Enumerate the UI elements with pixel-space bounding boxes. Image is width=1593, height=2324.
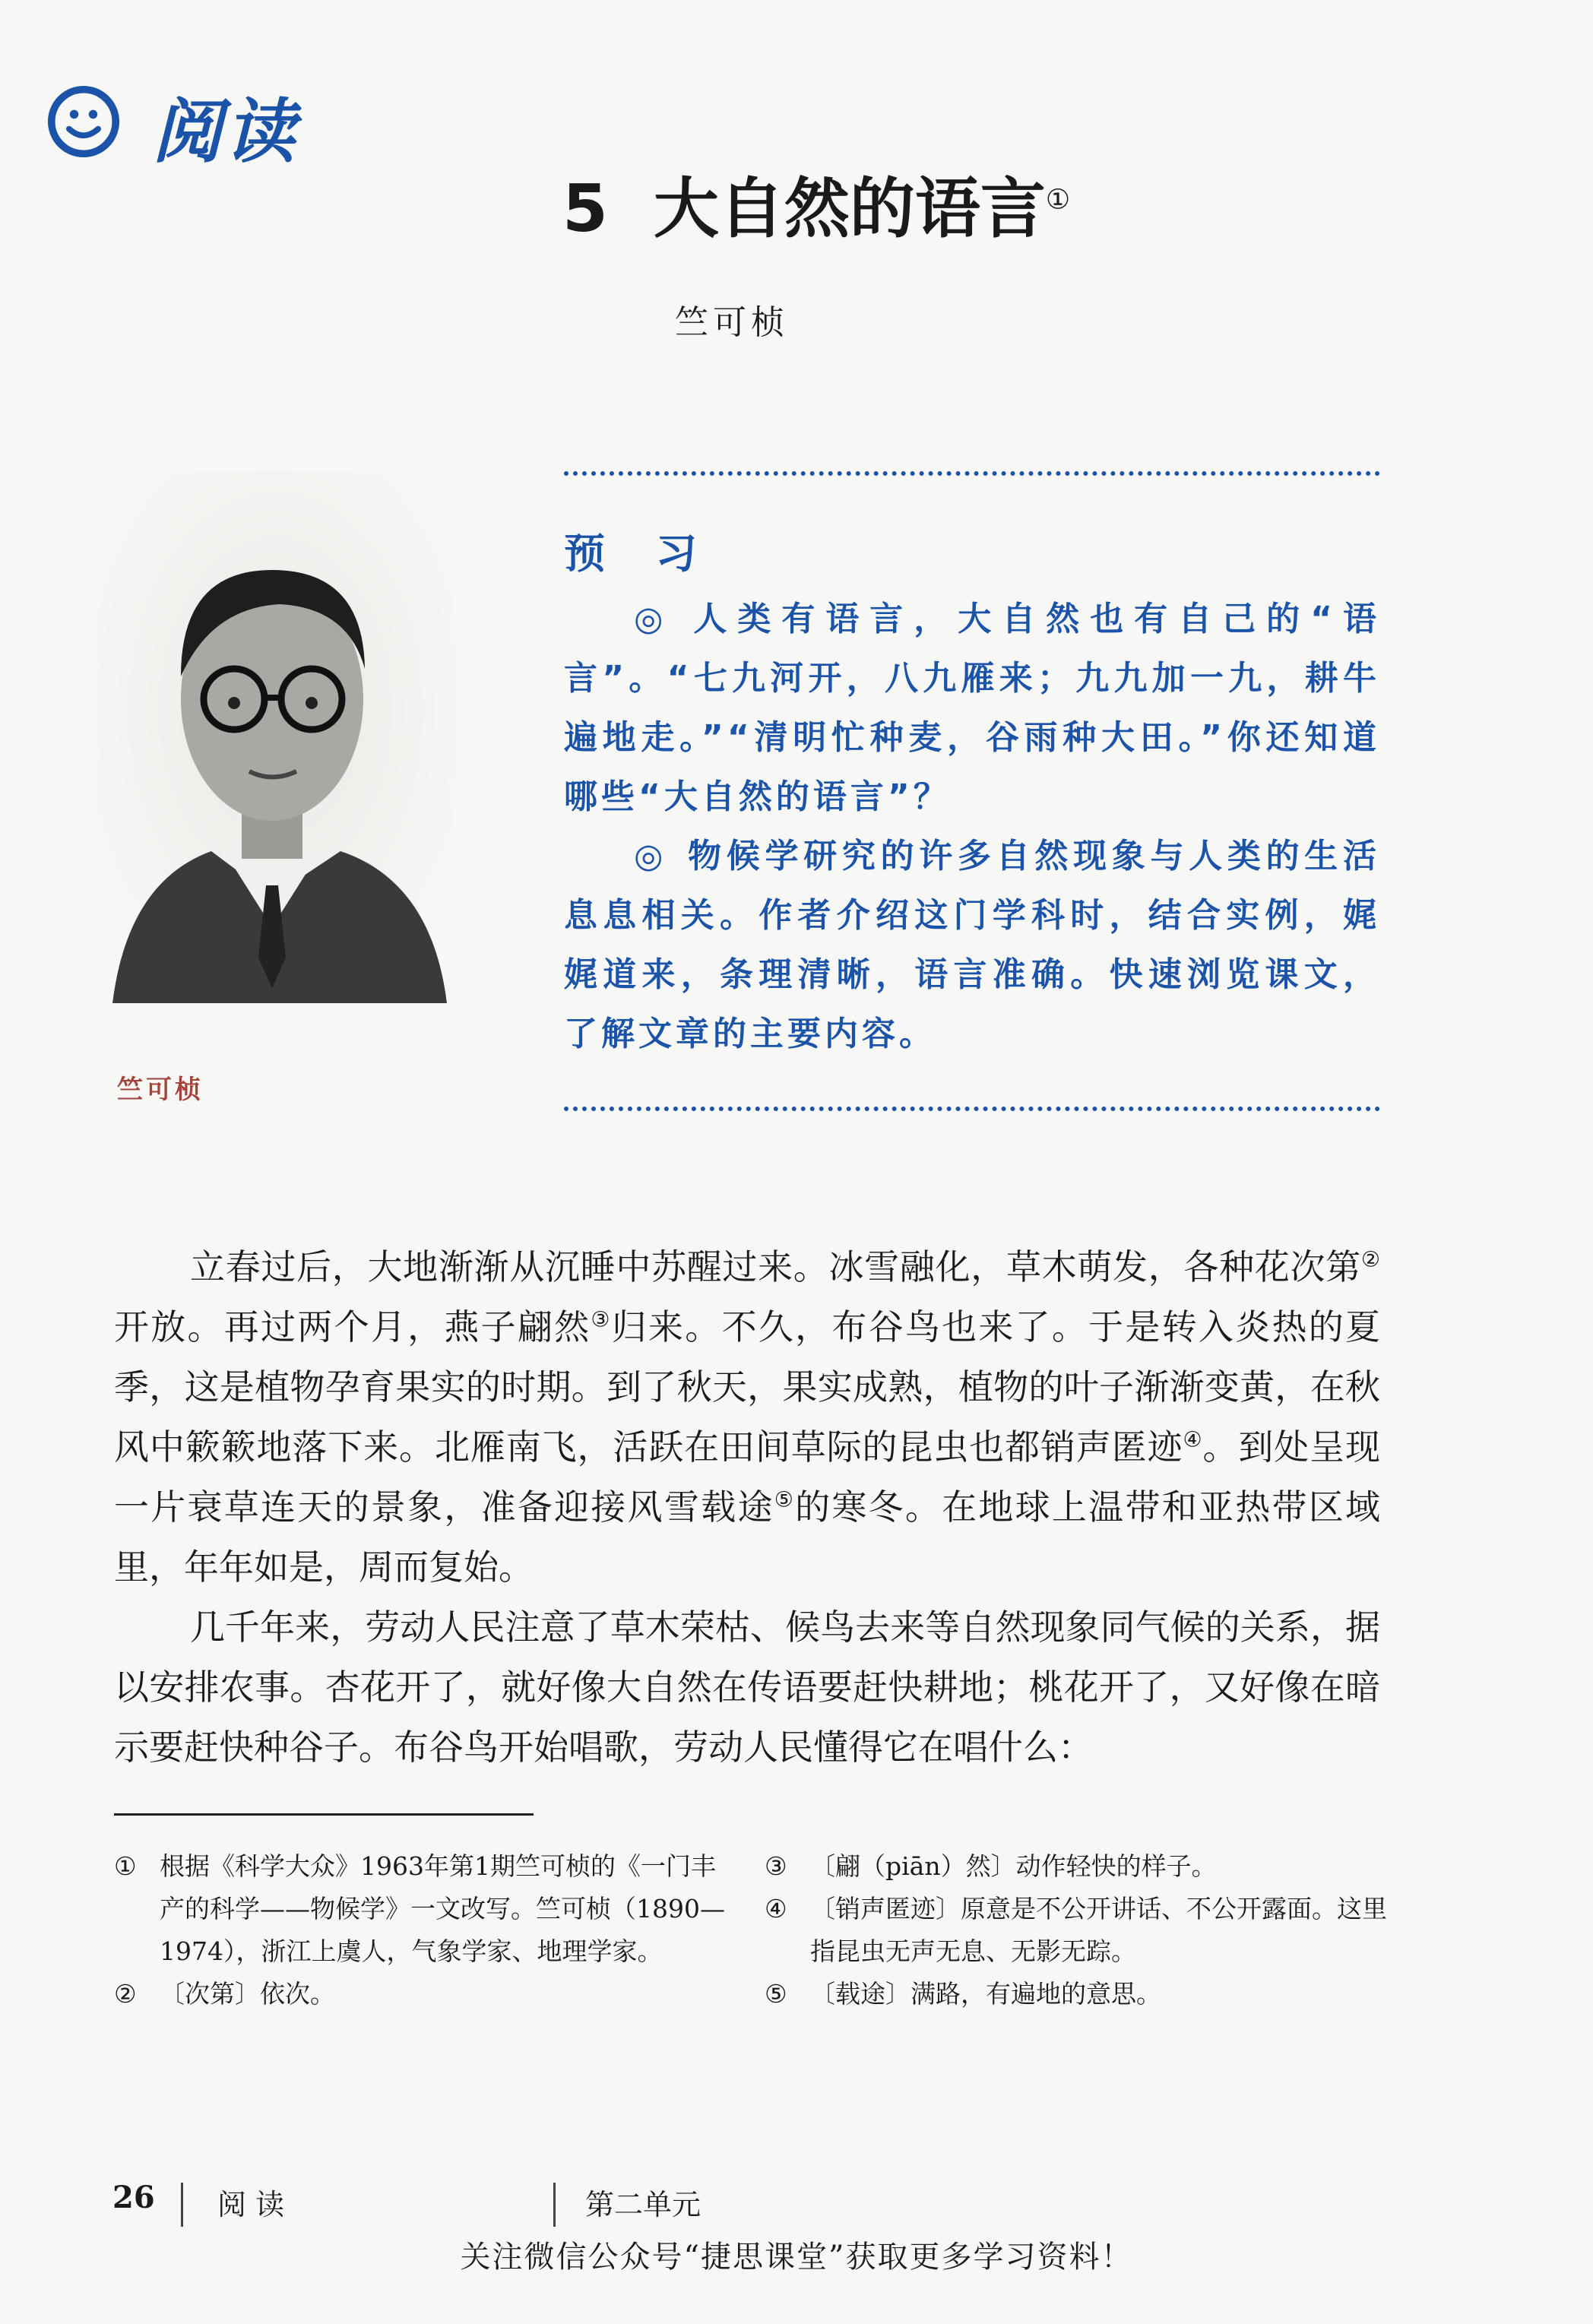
footnote-item: ② 〔次第〕依次。 [114,1979,335,2009]
bullet-marker-icon: ◎ [634,837,669,875]
footnote-ref: ② [1360,1246,1380,1272]
footnote-ref: ③ [591,1306,612,1332]
lesson-title [562,156,1070,250]
portrait-caption: 竺可桢 [117,1075,204,1105]
lesson-number: 5 [562,171,608,247]
lesson-title-text: 大自然的语言 [653,171,1046,247]
footer-separator [553,2183,556,2227]
footnote-item: ⑤ 〔载途〕满路，有遍地的意思。 [765,1979,1161,2009]
footnote-ref: ⑤ [774,1487,796,1512]
page-number: 26 [112,2180,155,2215]
footnote-item: ① 根据《科学大众》1963年第1期竺可桢的《一门丰产的科学——物候学》一文改写。竺可桢（1890—1974），浙江上虞人，气象学家、地理学家。 [114,1851,725,1966]
author-portrait [97,471,454,1003]
footnote-divider [114,1813,534,1816]
preview-paragraph: ◎ 人类有语言，大自然也有自己的“语言”。“七九河开，八九雁来；九九加一九，耕牛遍地走。”“清明忙种麦，谷雨种大田。”你还知道哪些“大自然的语言”？ [564,600,1380,816]
bullet-marker-icon: ◎ [634,600,674,638]
footnote-item: ③ 〔翩（piān）然〕动作轻快的样子。 [765,1851,1217,1881]
footnotes-left-column [114,1845,730,2015]
preview-body [564,590,1380,1064]
preview-bottom-divider [564,1107,1380,1111]
lesson-body [114,1237,1380,1778]
title-footnote-mark: ① [1045,184,1071,216]
preview-paragraph: ◎ 物候学研究的许多自然现象与人类的生活息息相关。作者介绍这门学科时，结合实例，娓娓道来，条理清晰，语言准确。快速浏览课文，了解文章的主要内容。 [564,837,1380,1053]
footer-section: 阅读 [217,2188,294,2221]
section-badge: 阅读 [152,91,299,173]
body-paragraph-2: 几千年来，劳动人民注意了草木荣枯、候鸟去来等自然现象同气候的关系，据以安排农事。杏花开了，就好像大自然在传语要赶快耕地；桃花开了，又好像在暗示要赶快种谷子。布谷鸟开始唱歌，劳动人民懂得它在唱什么： [114,1607,1380,1768]
preview-top-divider [564,471,1380,476]
footnote-ref: ④ [1183,1426,1203,1452]
body-paragraph-1: 立春过后，大地渐渐从沉睡中苏醒过来。冰雪融化，草木萌发，各种花次第②开放。再过两个月，燕子翩然③归来。不久，布谷鸟也来了。于是转入炎热的夏季，这是植物孕育果实的时期。到了秋天，果实成熟，植物的叶子渐渐变黄，在秋风中簌簌地落下来。北雁南飞，活跃在田间草际的昆虫也都销声匿迹④。到处呈现一片衰草连天的景象，准备迎接风雪载途⑤的寒冬。在地球上温带和亚热带区域里，年年如是，周而复始。 [114,1246,1381,1588]
footer-separator [181,2183,183,2227]
preview-heading: 预 习 [564,530,715,578]
smiley-face-icon [47,85,120,158]
promo-banner: 关注微信公众号“捷思课堂”获取更多学习资料！ [460,2240,1133,2275]
lesson-author: 竺可桢 [675,303,789,342]
footnote-item: ④ 〔销声匿迹〕原意是不公开讲话、不公开露面。这里指昆虫无声无息、无影无踪。 [765,1894,1387,1966]
footer-unit: 第二单元 [585,2188,701,2221]
footnotes-right-column [765,1845,1388,2015]
